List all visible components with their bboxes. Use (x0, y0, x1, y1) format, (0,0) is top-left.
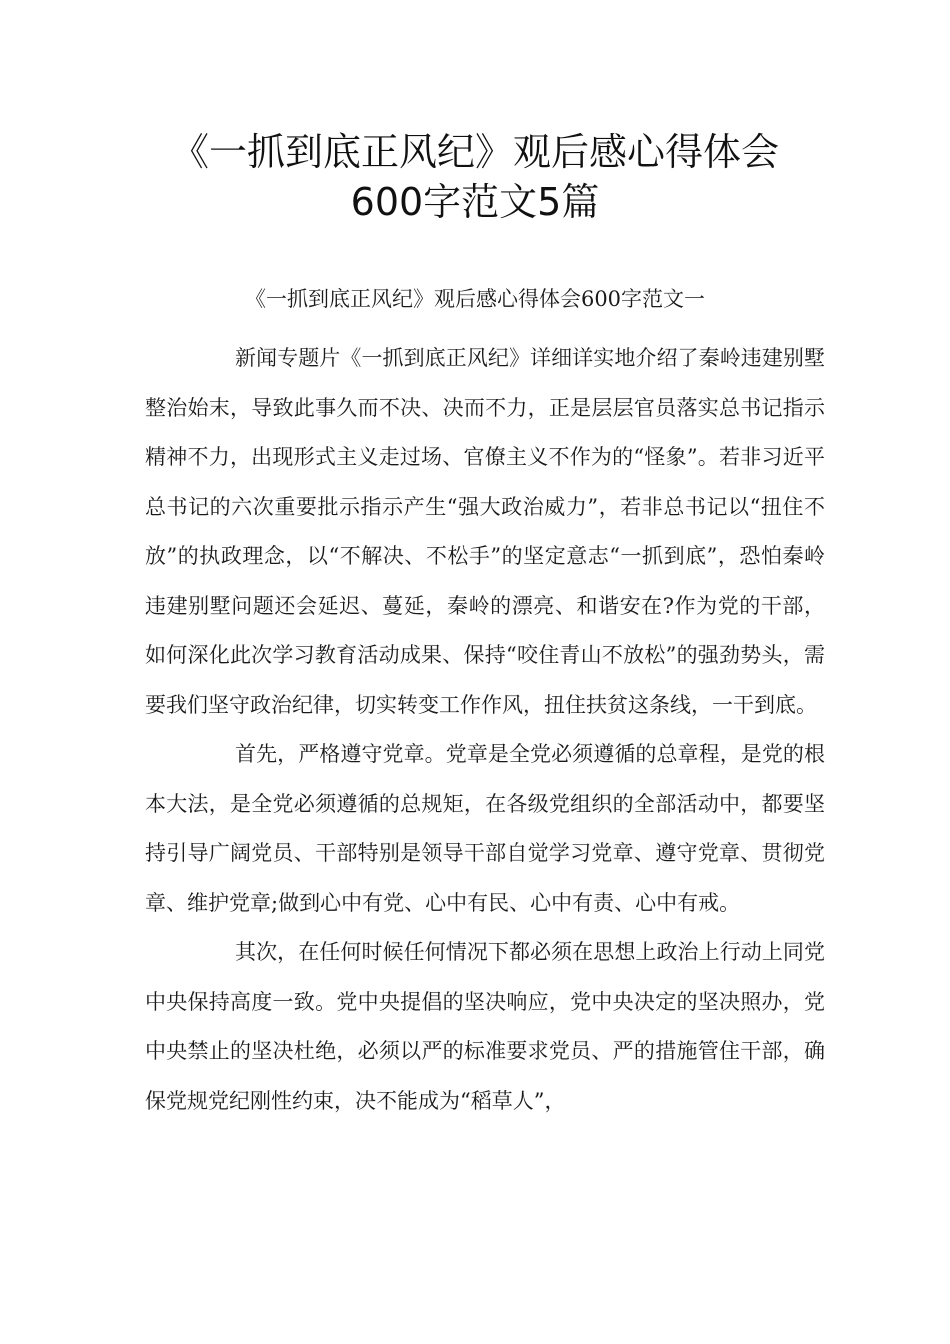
section-heading: 《一抓到底正风纪》观后感心得体会600字范文一 (244, 287, 706, 311)
paragraph-2: 首先，严格遵守党章。党章是全党必须遵循的总章程，是党的根本大法，是全党必须遵循的总规矩，在各级党组织的全部活动中，都要坚持引导广阔党员、干部特别是领导干部自觉学习党章、遵守党章、贯彻党章、维护党章;做到心中有党、心中有民、心中有责、心中有戒。 (145, 742, 825, 915)
document-title-line2: 600字范文5篇 (350, 180, 600, 224)
document-body (145, 334, 825, 1126)
document-title-line1: 《一抓到底正风纪》观后感心得体会 (170, 130, 779, 174)
paragraph-3: 其次，在任何时候任何情况下都必须在思想上政治上行动上同党中央保持高度一致。党中央提倡的坚决响应，党中央决定的坚决照办，党中央禁止的坚决杜绝，必须以严的标准要求党员、严的措施管住干部，确保党规党纪刚性约束，决不能成为“稻草人”， (145, 940, 825, 1113)
paragraph-1: 新闻专题片《一抓到底正风纪》详细详实地介绍了秦岭违建别墅整治始末，导致此事久而不决、决而不力，正是层层官员落实总书记指示精神不力，出现形式主义走过场、官僚主义不作为的“怪象”。若非习近平总书记的六次重要批示指示产生“强大政治威力”，若非总书记以“扭住不放”的执政理念，以“不解决、不松手”的坚定意志“一抓到底”，恐怕秦岭违建别墅问题还会延迟、蔓延，秦岭的漂亮、和谐安在?作为党的干部，如何深化此次学习教育活动成果、保持“咬住青山不放松”的强劲势头，需要我们坚守政治纪律，切实转变工作作风，扭住扶贫这条线，一干到底。 (145, 346, 825, 717)
